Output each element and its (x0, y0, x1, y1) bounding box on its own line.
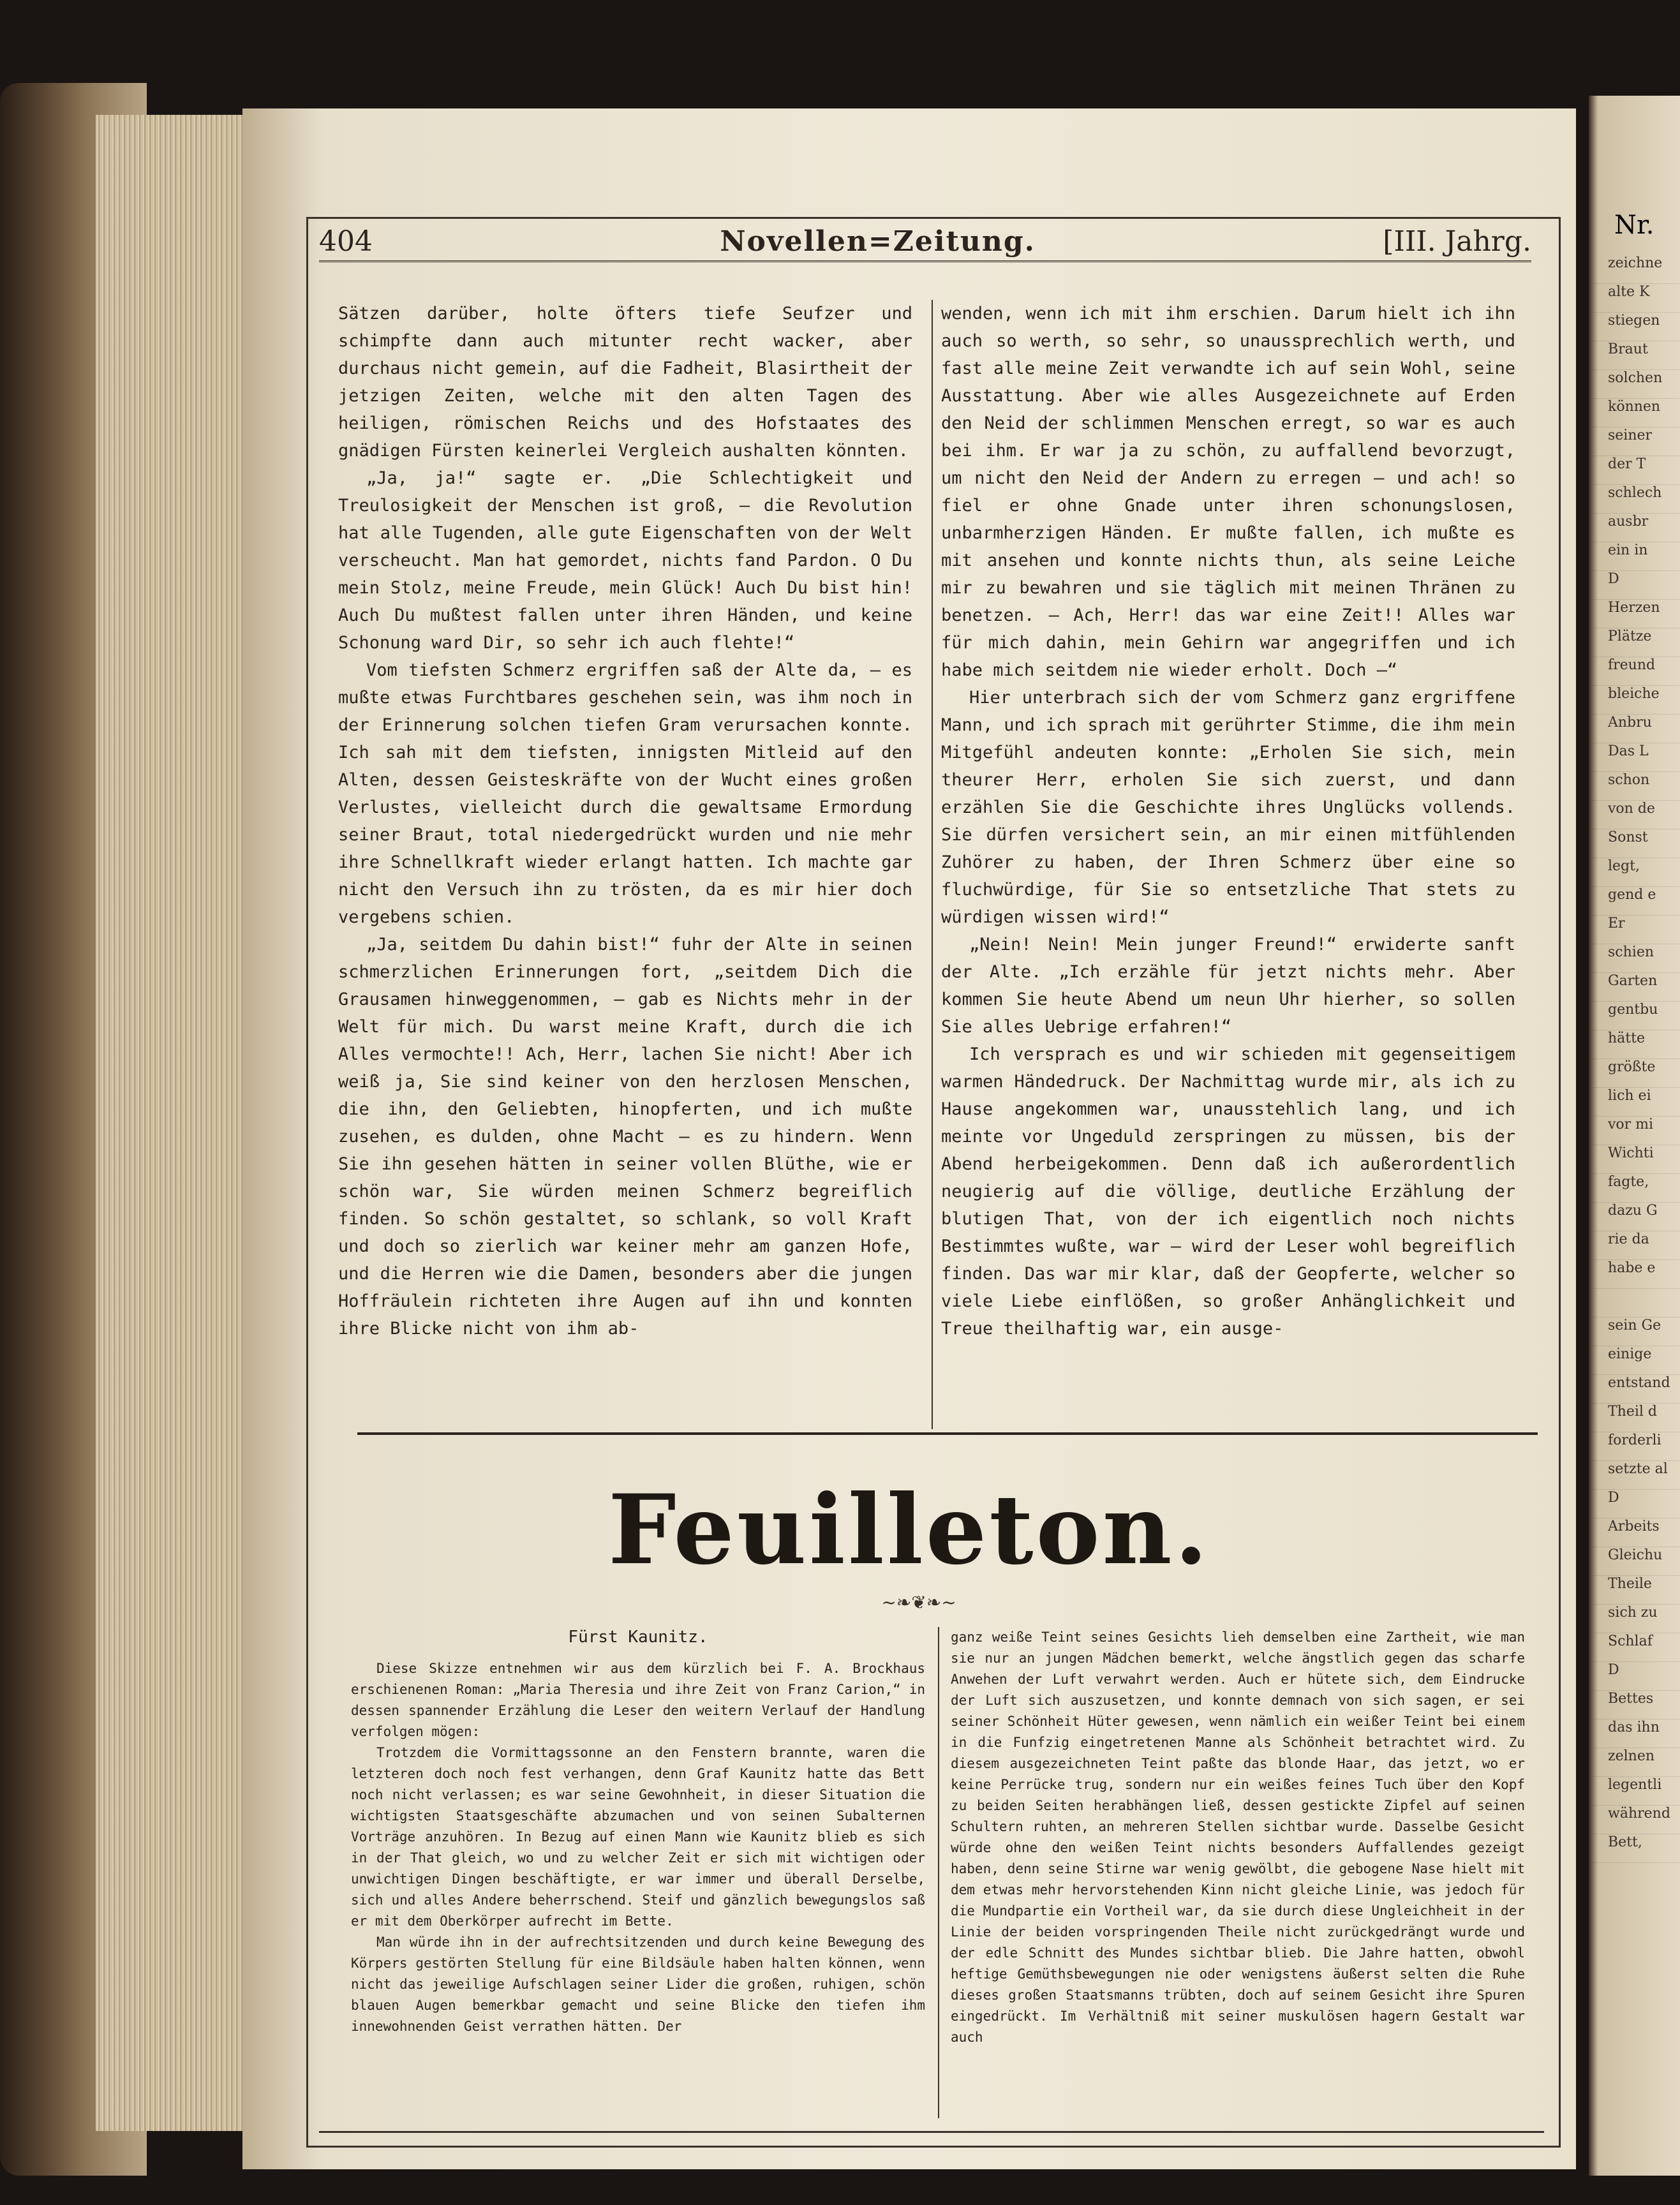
facing-page-line: Gleichu (1589, 1547, 1680, 1576)
facing-page-line: Sonst (1589, 829, 1680, 858)
facing-page-line: Theile (1589, 1576, 1680, 1605)
volume-label: [III. Jahrg. (1383, 225, 1531, 258)
facing-page-line: D (1589, 1490, 1680, 1518)
facing-page-line: dazu G (1589, 1203, 1680, 1231)
facing-page-line: der T (1589, 456, 1680, 485)
facing-page-line: Plätze (1589, 628, 1680, 657)
facing-page-line: habe e (1589, 1260, 1680, 1289)
paragraph: Sätzen darüber, holte öfters tiefe Seufzer und schimpfte dann auch mitunter recht wacker, aber durchaus nicht gemein, auf die Fadheit, Blasirtheit der jetzigen Zeiten, welche mit den alten Tagen des heiligen, römischen Reichs und des Hofstaates des gnädigen Fürsten keinerlei Vergleich aushalten könnten. (338, 304, 912, 461)
facing-page-line: Anbru (1589, 715, 1680, 743)
paragraph: Vom tiefsten Schmerz ergriffen saß der Alte da, — es mußte etwas Furchtbares geschehen sein, was ihm noch in der Erinnerung solchen tiefen Gram verursachen konnte. Ich sah mit dem tiefsten, innigsten Mitleid auf den Alten, dessen Geisteskräfte von der Wucht eines großen Verlustes, vielleicht durch die gewaltsame Ermordung seiner Braut, total niedergedrückt wurden und nie mehr ihre Schnellkraft wieder erlangt hatten. Ich machte gar nicht den Versuch ihn zu trösten, da es mir hier doch vergebens schien. (338, 660, 912, 927)
facing-page-line: hätte (1589, 1030, 1680, 1059)
facing-page-line: schien (1589, 944, 1680, 973)
publication-title: Novellen=Zeitung. (720, 225, 1036, 258)
facing-page-line: seiner (1589, 427, 1680, 456)
facing-page-line: zeichne (1589, 255, 1680, 284)
facing-page-line: Schlaf (1589, 1633, 1680, 1662)
feuilleton-column-right (951, 1627, 1525, 2048)
facing-page-line: schlech (1589, 485, 1680, 514)
text-column-right (941, 300, 1515, 1342)
facing-page-line: D (1589, 1662, 1680, 1691)
paragraph: Trotzdem die Vormittagssonne an den Fenstern brannte, waren die letzteren doch noch fest verhangen, denn Graf Kaunitz hatte das Bett noch nicht verlassen; es war seine Gewohnheit, in dieser Situation die wichtigsten Staatsgeschäfte abzumachen und von seinen Subalternen Vorträge anzuhören. In Bezug auf einen Mann wie Kaunitz blieb es sich in der That gleich, wo und zu welcher Zeit er sich mit wichtigen oder unwichtigen Dingen beschäftigte, er war immer und überall Derselbe, sich und alles Andere beherrschend. Steif und gänzlich bewegungslos saß er mit dem Oberkörper aufrecht im Bette. (351, 1745, 925, 1929)
facing-page-line: Das L (1589, 743, 1680, 772)
facing-page-line (1589, 1289, 1680, 1318)
ornament-divider: ~❧❦❧~ (881, 1592, 956, 1613)
page-edges (96, 115, 262, 2131)
facing-page-line: Bettes (1589, 1691, 1680, 1719)
facing-page-line: Garten (1589, 973, 1680, 1002)
facing-page-line: während (1589, 1806, 1680, 1834)
facing-page-line: solchen (1589, 370, 1680, 399)
article-title: Fürst Kaunitz. (568, 1628, 708, 1647)
page-number: 404 (319, 225, 373, 258)
paragraph: Ich versprach es und wir schieden mit gegenseitigem warmen Händedruck. Der Nachmittag wurde mir, als ich zu Hause angekommen war, unausstehlich lang, und ich meinte vor Ungeduld zerspringen zu müssen, bis der Abend herbeigekommen. Denn daß ich außerordentlich neugierig auf die völlige, deutliche Erzählung der blutigen That, von der ich eigentlich noch nichts Bestimmtes wußte, war — wird der Leser wohl begreiflich finden. Das war mir klar, daß der Geopferte, welcher so viele Liebe einflößen, so großer Anhänglichkeit und Treue theilhaftig war, ein ausge- (941, 1044, 1515, 1339)
facing-page-header: Nr. (1614, 211, 1654, 240)
facing-page-line: alte K (1589, 284, 1680, 313)
facing-page-line: gentbu (1589, 1002, 1680, 1030)
facing-page-line: von de (1589, 801, 1680, 829)
book-page (242, 108, 1576, 2169)
feuilleton-column-left (351, 1627, 925, 2037)
facing-page-line: ein in (1589, 542, 1680, 571)
facing-page-line: vor mi (1589, 1117, 1680, 1145)
facing-page-line: rie da (1589, 1231, 1680, 1260)
section-rule (357, 1432, 1538, 1435)
facing-page-line: Herzen (1589, 600, 1680, 628)
paragraph: „Ja, seitdem Du dahin bist!“ fuhr der Alte in seinen schmerzlichen Erinnerungen fort, „seitdem Dich die Grausamen hinweggenommen, — gab es Nichts mehr in der Welt für mich. Du warst meine Kraft, durch die ich Alles vermochte!! Ach, Herr, lachen Sie nicht! Aber ich weiß ja, Sie sind keiner von den herzlosen Menschen, die ihn, den Geliebten, hinopferten, und ich mußte zusehen, es dulden, ohne Macht — es zu hindern. Wenn Sie ihn gesehen hätten in seiner vollen Blüthe, wie er schön war, Sie würden meinen Schmerz begreiflich finden. So schön gestaltet, so schlank, so voll Kraft und doch so zierlich war keiner mehr am ganzen Hofe, und die Herren wie die Damen, besonders aber die jungen Hoffräulein richteten ihre Augen auf ihn und konnten ihre Blicke nicht von ihm ab- (338, 935, 912, 1339)
paragraph: ganz weiße Teint seines Gesichts lieh demselben eine Zartheit, wie man sie nur an jungen Mädchen bemerkt, welche ängstlich gegen das scharfe Anwehen der Luft verwahrt werden. Auch er hütete sich, dem Eindrucke der Luft sich auszusetzen, und konnte demnach von sich sagen, er sei seiner Schönheit Hüter gewesen, wenn nämlich ein weißer Teint bei einem in die Funfzig eingetretenen Manne als Schönheit betrachtet wird. Zu diesem ausgezeichneten Teint paßte das blonde Haar, das jetzt, wo er keine Perrücke trug, sondern nur ein weißes feines Tuch über den Kopf zu beiden Seiten herabhängen ließ, dessen gestickte Zipfel auf seinen Schultern ruhten, an mehreren Stellen sichtbar wurde. Dasselbe Gesicht würde ohne den weißen Teint nichts besonders Auffallendes gezeigt haben, denn seine Stirne war wenig gewölbt, die gebogene Nase hielt mit dem etwas mehr hervorstehenden Kinn nicht gleiche Linie, was jedoch für die Mundpartie ein Vortheil war, da sie durch diese Ungleichheit in der Linie der beiden vorspringenden Theile nicht zurückgedrängt wurde und der edle Schnitt des Mundes sichtbar blieb. Die Jahre hatten, obwohl heftige Gemüthsbewegungen nie oder wenigstens äußerst selten die Ruhe dieses großen Staatsmanns trübten, doch auf seinem Gesicht ihre Spuren eingedrückt. Im Verhältniß mit seiner muskulösen hagern Gestalt war auch (951, 1630, 1525, 2045)
paragraph: „Nein! Nein! Mein junger Freund!“ erwiderte sanft der Alte. „Ich erzähle für jetzt nichts mehr. Aber kommen Sie heute Abend um neun Uhr hierher, so sollen Sie alles Uebrige erfahren!“ (941, 935, 1515, 1037)
facing-page-line: bleiche (1589, 686, 1680, 715)
paragraph: Hier unterbrach sich der vom Schmerz ganz ergriffene Mann, und ich sprach mit gerührter Stimme, die ihm mein Mitgefühl andeuten konnte: „Erholen Sie sich, mein theurer Herr, erholen Sie sich zuerst, und dann erzählen Sie die Geschichte ihres Unglücks vollends. Sie dürfen versichert sein, an mir einen mitfühlenden Zuhörer zu haben, der Ihren Schmerz über eine so fluchwürdige, für Sie so entsetzliche That stets zu würdigen wissen wird!“ (941, 688, 1515, 927)
facing-page-line: Er (1589, 916, 1680, 944)
paragraph: „Ja, ja!“ sagte er. „Die Schlechtigkeit und Treulosigkeit der Menschen ist groß, — die Revolution hat alle Tugenden, alle gute Eigenschaften von der Welt verscheucht. Man hat gemordet, nichts fand Pardon. O Du mein Stolz, meine Freude, mein Glück! Auch Du bist hin! Auch Du mußtest fallen unter ihren Händen, und keine Schonung ward Dir, so sehr ich auch flehte!“ (338, 468, 912, 653)
facing-page-line: lich ei (1589, 1088, 1680, 1117)
facing-page-line: gend e (1589, 887, 1680, 916)
facing-page-line: setzte al (1589, 1461, 1680, 1490)
facing-page-line: das ihn (1589, 1719, 1680, 1748)
text-column-left (338, 300, 912, 1342)
facing-page-line: Theil d (1589, 1404, 1680, 1432)
facing-page-line: sich zu (1589, 1605, 1680, 1633)
facing-page (1589, 96, 1680, 2176)
facing-page-line: D (1589, 571, 1680, 600)
facing-page-line: entstand (1589, 1375, 1680, 1404)
facing-page-line: sein Ge (1589, 1318, 1680, 1346)
facing-page-line: Bett, (1589, 1834, 1680, 1863)
facing-page-line: legentli (1589, 1777, 1680, 1806)
feuilleton-heading: Feuilleton. (608, 1474, 1210, 1586)
column-divider (932, 300, 933, 1429)
bottom-rule (319, 2131, 1544, 2133)
running-header (319, 222, 1531, 262)
facing-page-line: ausbr (1589, 514, 1680, 542)
facing-page-line: größte (1589, 1059, 1680, 1088)
facing-page-line: Arbeits (1589, 1518, 1680, 1547)
facing-page-line: zelnen (1589, 1748, 1680, 1777)
facing-page-line: Wichti (1589, 1145, 1680, 1174)
column-divider (938, 1627, 939, 2118)
facing-page-line: einige (1589, 1346, 1680, 1375)
facing-page-line: Braut (1589, 341, 1680, 370)
paragraph: wenden, wenn ich mit ihm erschien. Darum hielt ich ihn auch so werth, so sehr, so unaussprechlich werth, und fast alle meine Zeit verwandte ich auf sein Wohl, seine Ausstattung. Aber wie alles Ausgezeichnete auf Erden den Neid der schlimmen Menschen erregt, so war es auch bei ihm. Er war ja zu schön, zu auffallend bevorzugt, um nicht den Neid der Andern zu erregen — und ach! so fiel er ohne Gnade unter ihren schonungslosen, unbarmherzigen Händen. Er mußte fallen, ich mußte es mit ansehen und konnte nichts thun, als seine Leiche mir zu bewahren und sie täglich mit meinen Thränen zu benetzen. — Ach, Herr! das war eine Zeit!! Alles war für mich dahin, mein Gehirn war angegriffen und ich habe mich seitdem nie wieder erholt. Doch —“ (941, 304, 1515, 680)
facing-page-lines (1589, 255, 1680, 1863)
facing-page-line: legt, (1589, 858, 1680, 887)
facing-page-line: forderli (1589, 1432, 1680, 1461)
facing-page-line: schon (1589, 772, 1680, 801)
facing-page-line: freund (1589, 657, 1680, 686)
facing-page-line: können (1589, 399, 1680, 427)
facing-page-line: fagte, (1589, 1174, 1680, 1203)
facing-page-line: stiegen (1589, 313, 1680, 341)
paragraph: Diese Skizze entnehmen wir aus dem kürzlich bei F. A. Brockhaus erschienenen Roman: „Maria Theresia und ihre Zeit von Franz Carion,“ in dessen spannender Erzählung die Leser den weitern Verlauf der Handlung verfolgen mögen: (351, 1661, 925, 1739)
paragraph: Man würde ihn in der aufrechtsitzenden und durch keine Bewegung des Körpers gestörten Stellung für eine Bildsäule haben halten können, wenn nicht das jeweilige Aufschlagen seiner Lider die großen, ruhigen, schön blauen Augen bemerkbar gemacht und seine Blicke den tiefen ihm innewohnenden Geist verrathen hätten. Der (351, 1934, 925, 2034)
